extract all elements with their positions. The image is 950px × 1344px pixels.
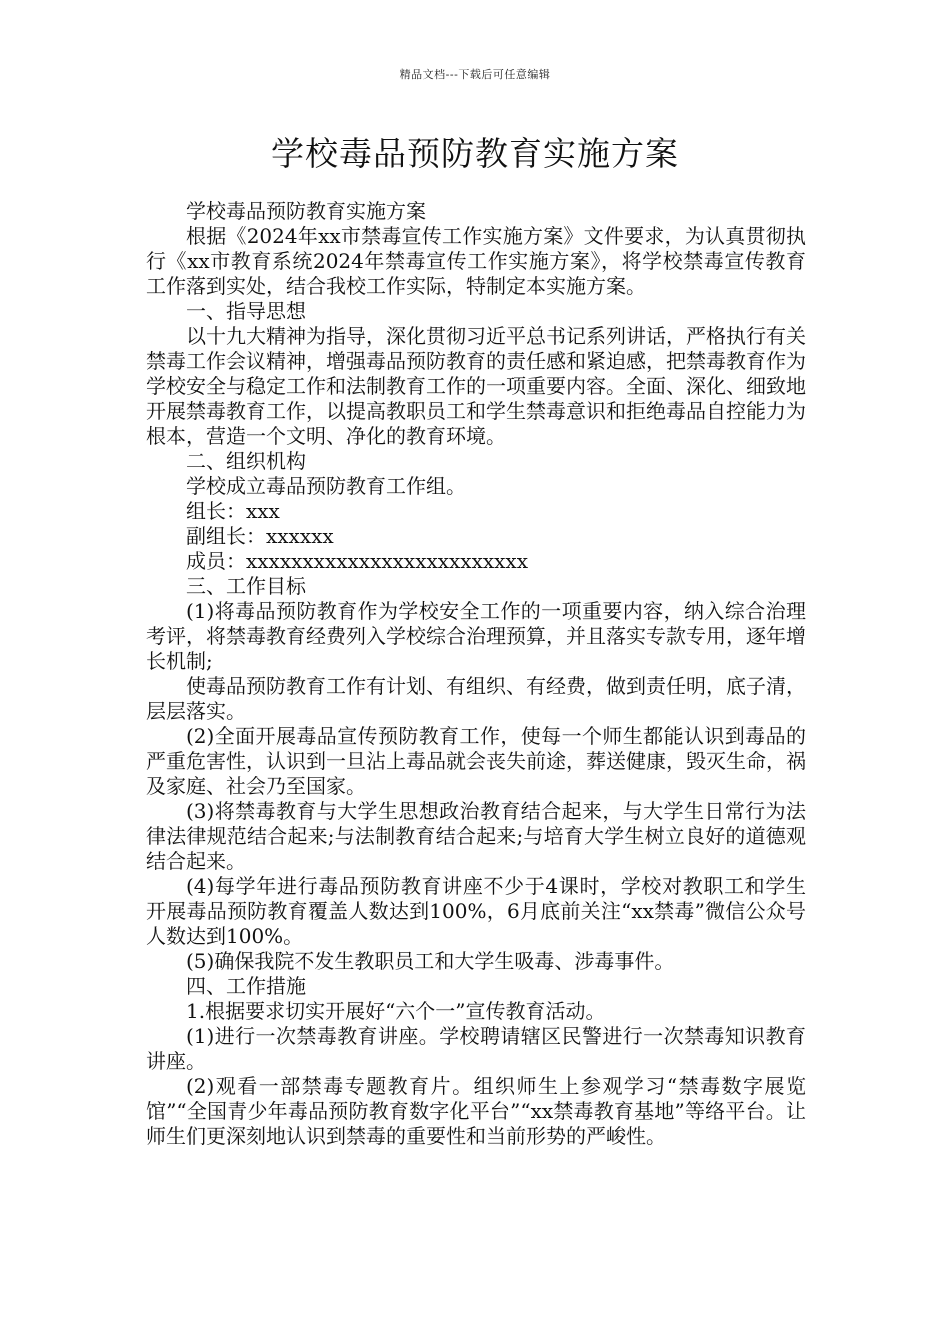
paragraph-goal-1: (1)将毒品预防教育作为学校安全工作的一项重要内容，纳入综合治理考评，将禁毒教育经费列入学校综合治理预算，并且落实专款专用，逐年增长机制; — [146, 599, 806, 673]
paragraph-goal-2: (2)全面开展毒品宣传预防教育工作，使每一个师生都能认识到毒品的严重危害性，认识到一旦沾上毒品就会丧失前途，葬送健康，毁灭生命，祸及家庭、社会乃至国家。 — [146, 724, 806, 798]
paragraph-organization: 学校成立毒品预防教育工作组。 — [186, 474, 466, 498]
section-heading-goals: 三、工作目标 — [186, 574, 306, 598]
section-heading-measures: 四、工作措施 — [186, 974, 306, 998]
paragraph-leader: 组长：xxx — [186, 499, 280, 523]
paragraph-measure-1: 1.根据要求切实开展好“六个一”宣传教育活动。 — [186, 999, 606, 1023]
header-note: 精品文档---下载后可任意编辑 — [399, 68, 551, 81]
paragraph-members: 成员：xxxxxxxxxxxxxxxxxxxxxxxxx — [186, 549, 528, 573]
document-title: 学校毒品预防教育实施方案 — [271, 134, 679, 173]
paragraph-guiding-ideology: 以十九大精神为指导，深化贯彻习近平总书记系列讲话，严格执行有关禁毒工作会议精神，增强毒品预防教育的责任感和紧迫感，把禁毒教育作为学校安全与稳定工作和法制教育工作的一项重要内容。全面、深化、细致地开展禁毒教育工作，以提高教职员工和学生禁毒意识和拒绝毒品自控能力为根本，营造一个文明、净化的教育环境。 — [146, 324, 806, 448]
paragraph-goal-1-continued: 使毒品预防教育工作有计划、有组织、有经费，做到责任明，底子清，层层落实。 — [146, 674, 806, 723]
paragraph-goal-3: (3)将禁毒教育与大学生思想政治教育结合起来，与大学生日常行为法律法律规范结合起来;与法制教育结合起来;与培育大学生树立良好的道德观结合起来。 — [146, 799, 806, 873]
paragraph-subtitle: 学校毒品预防教育实施方案 — [186, 199, 426, 223]
paragraph-intro: 根据《2024年xx市禁毒宣传工作实施方案》文件要求，为认真贯彻执行《xx市教育系统2024年禁毒宣传工作实施方案》，将学校禁毒宣传教育工作落到实处，结合我校工作实际，特制定本实施方案。 — [146, 224, 806, 298]
paragraph-measure-1-item-2: (2)观看一部禁毒专题教育片。组织师生上参观学习“禁毒数字展览馆”“全国青少年毒品预防教育数字化平台”“xx禁毒教育基地”等络平台。让师生们更深刻地认识到禁毒的重要性和当前形势的严峻性。 — [146, 1074, 806, 1148]
paragraph-deputy-leader: 副组长：xxxxxx — [186, 524, 334, 548]
paragraph-measure-1-item-1: (1)进行一次禁毒教育讲座。学校聘请辖区民警进行一次禁毒知识教育讲座。 — [146, 1024, 806, 1073]
section-heading-organization: 二、组织机构 — [186, 449, 306, 473]
section-heading-guiding-ideology: 一、指导思想 — [186, 299, 306, 323]
paragraph-goal-5: (5)确保我院不发生教职员工和大学生吸毒、涉毒事件。 — [186, 949, 675, 973]
paragraph-goal-4: (4)每学年进行毒品预防教育讲座不少于4课时，学校对教职工和学生开展毒品预防教育覆盖人数达到100%，6月底前关注“xx禁毒”微信公众号人数达到100%。 — [146, 874, 806, 948]
document-body — [146, 199, 806, 1149]
